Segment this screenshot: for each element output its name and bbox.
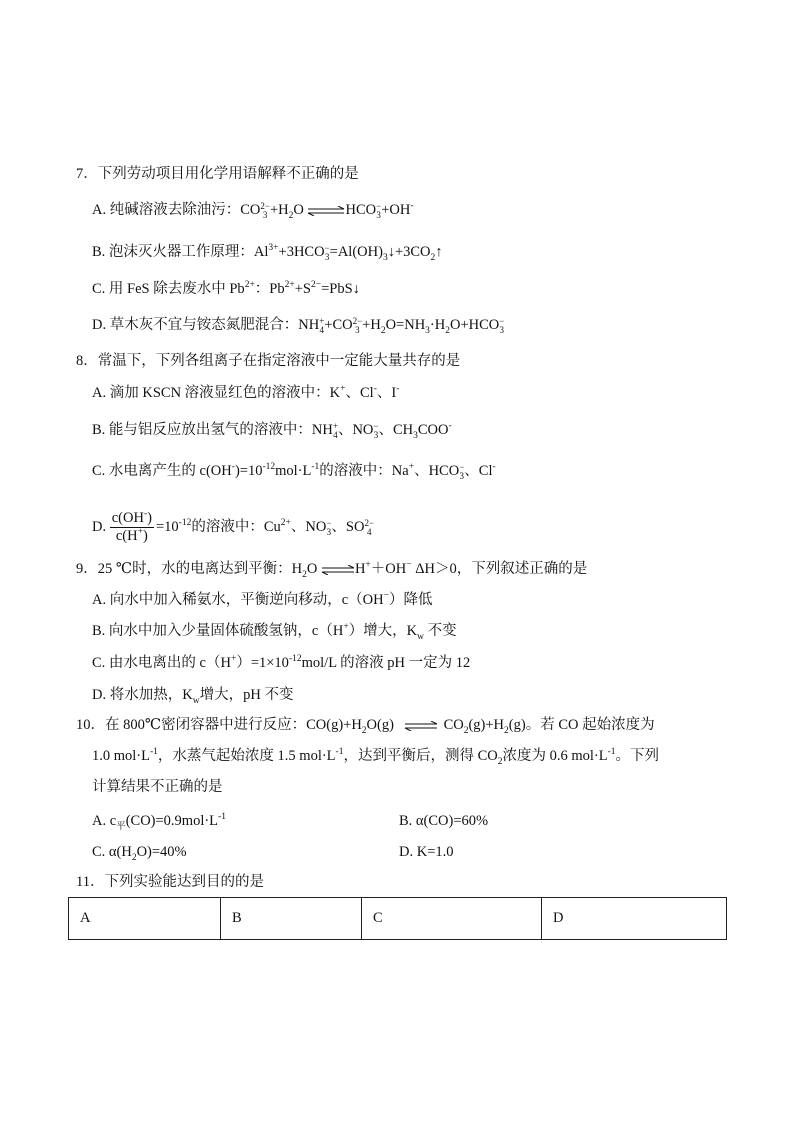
q10-option-b: B. α(CO)=60%	[399, 813, 489, 829]
question-7-stem: 7．下列劳动项目用化学用语解释不正确的是	[76, 166, 359, 182]
table-cell-b: B	[221, 898, 362, 940]
q8-option-a: A. 滴加 KSCN 溶液显红色的溶液中：K+、Cl-、I-	[92, 384, 400, 401]
table-cell-a: A	[69, 898, 221, 940]
q7-option-c: C. 用 FeS 除去废水中 $Pb^{2+}$：$Pb^{2+}+S^{2-}=PbS↓$	[92, 280, 360, 297]
q7-option-b: B. 泡沫灭火器工作原理：$Al^{3+}+3HCO$ − 3 $=Al(OH)_3↓+3CO_2↑$	[92, 242, 443, 263]
q9-option-b: B. 向水中加入少量固体硫酸氢钠，c（H+）增大，$K_w$ 不变	[92, 622, 457, 642]
q10-option-c: C. $\alpha(H_2O)=40\%$	[92, 844, 187, 863]
equilibrium-arrow-icon	[321, 565, 355, 575]
question-11-stem: 11．下列实验能达到目的的是	[76, 874, 264, 890]
q9-option-d: D. 将水加热，$K_w$增大，pH 不变	[92, 687, 294, 706]
q9-option-a: A. 向水中加入稀氨水，平衡逆向移动，c（OH−）降低	[92, 591, 433, 608]
q9-option-c: C. 由水电离出的 $c(H^+)=1\times 10^{-12}mol/L$ 的溶液 pH 一定为 12	[92, 654, 471, 671]
question-10-line-3: 计算结果不正确的是	[92, 779, 223, 795]
q8-option-b: B. 能与铝反应放出氢气的溶液中：NH + 4 、NO − 3 、$CH_3COO^-$	[92, 420, 452, 441]
q11-options-table	[68, 897, 727, 940]
q10-option-a: A. $c_平(CO)=0.9mol\cdot L^{-1}$	[92, 812, 226, 832]
table-cell-d: D	[542, 898, 727, 940]
question-8-stem: 8．常温下，下列各组离子在指定溶液中一定能大量共存的是	[76, 353, 461, 369]
q8-option-c: C. 水电离产生的 $c(OH^-)=10^{-12}mol\cdot L^{-1}$的溶液中：Na+、HCO − 3 、Cl-	[92, 461, 496, 481]
hydroxide-hydrogen-ratio-fraction: $\frac{c(OH^-)}{c(H^+)}$	[111, 509, 152, 544]
table-cell-c: C	[362, 898, 542, 940]
q7-option-d: D. 草木灰不宜与铵态氮肥混合：NH + 4 +CO 2− 3 $+H_2O=NH_3\cdot H_2O+HCO$ − 3	[92, 315, 505, 336]
question-10-stem: 10．在 800℃密闭容器中进行反应：$CO(g)+H_2O(g)$ $CO_2(g)+H_2(g)$。若 CO 起始浓度为	[76, 717, 655, 736]
table-row	[69, 898, 727, 940]
q8-option-d: D. $\frac{c(OH^-)}{c(H^+)}$ $=10^{-12}$的溶液中：$Cu^{2+}$、NO − 3 、SO 2− 4	[92, 509, 375, 544]
q7-option-a: A. 纯碱溶液去除油污：CO 2− 3 $+H_2O$ HCO − 3 +OH-	[92, 200, 414, 221]
equilibrium-arrow-icon	[404, 721, 438, 731]
question-9-stem: 9．25 ℃时，水的电离达到平衡：$H_2O$ H+＋OH− ΔH＞0，下列叙述正确的是	[76, 560, 588, 580]
q10-option-d: D. K=1.0	[399, 844, 454, 860]
question-10-line-2: 1.0 $mol\cdot L^{-1}$，水蒸气起始浓度 1.5 $mol\cdot L^{-1}$，达到平衡后，测得 $CO_2$浓度为 0.6 $mol\cdot L^{-1}$。下列	[92, 747, 660, 767]
equilibrium-arrow-icon	[307, 206, 345, 216]
